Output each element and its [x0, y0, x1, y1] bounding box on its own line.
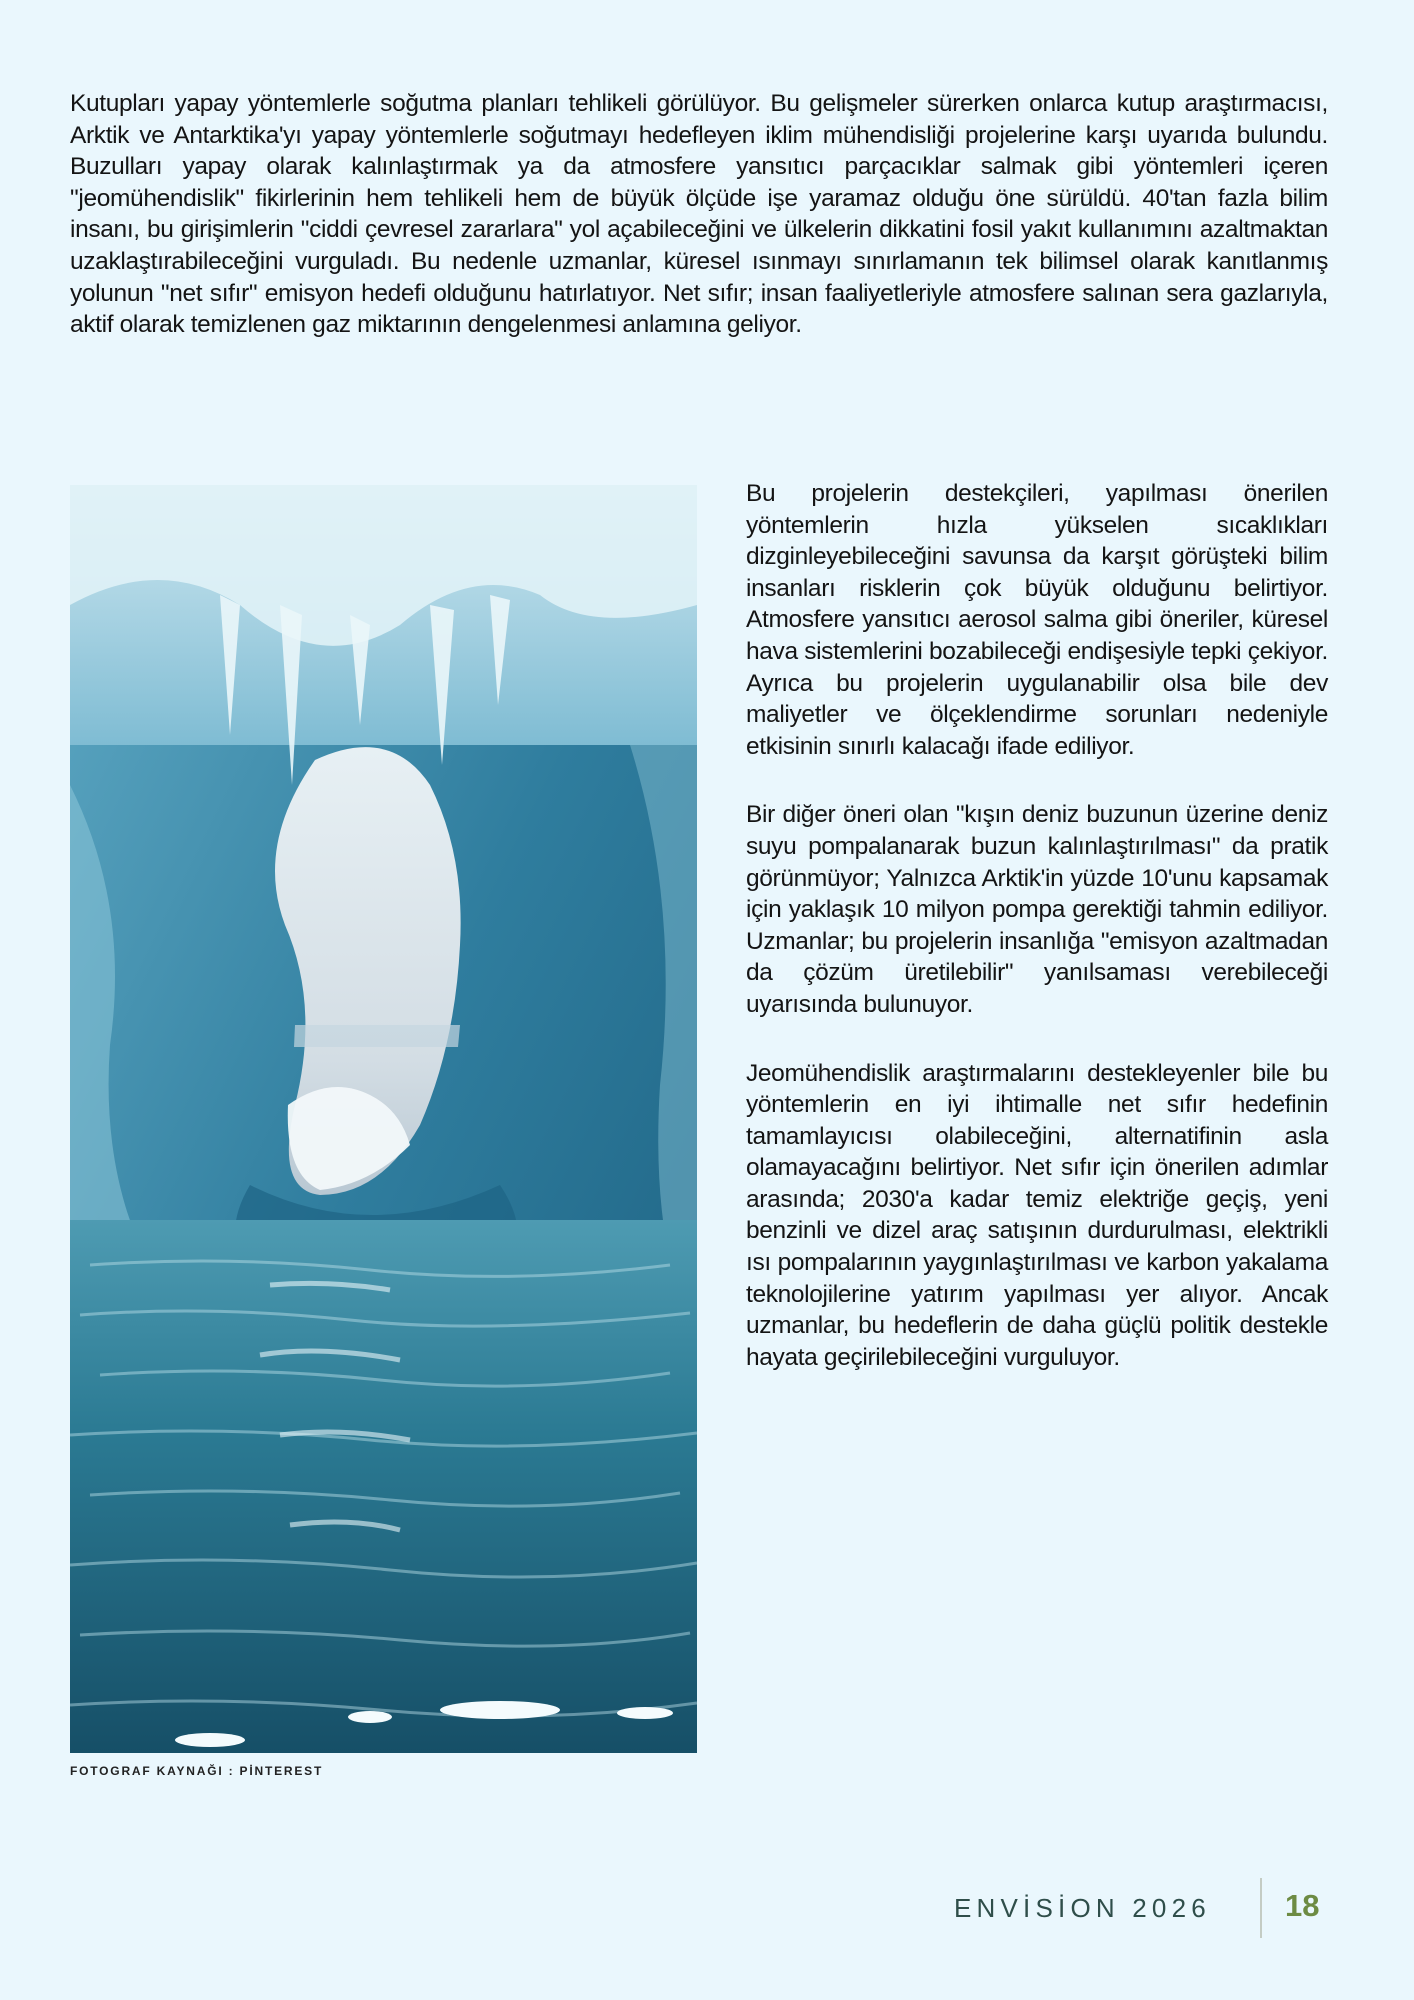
footer-divider: [1260, 1878, 1262, 1938]
intro-paragraph: Kutupları yapay yöntemlerle soğutma planları tehlikeli görülüyor. Bu gelişmeler sürerken onlarca kutup araştırmacısı, Arktik ve Antarktika'yı yapay yöntemlerle soğutmayı hedefleyen iklim mühendisliği projelerine karşı uyarıda bulundu. Buzulları yapay olarak kalınlaştırmak ya da atmosfere yansıtıcı parçacıklar salmak gibi yöntemleri içeren "jeomühendislik" fikirlerinin hem tehlikeli hem de büyük ölçüde işe yaramaz olduğu öne sürüldü. 40'tan fazla bilim insanı, bu girişimlerin "ciddi çevresel zararlara" yol açabileceğini ve ülkelerin dikkatini fosil yakıt kullanımını azaltmaktan uzaklaştırabileceğini vurguladı. Bu nedenle uzmanlar, küresel ısınmayı sınırlamanın tek bilimsel olarak kanıtlanmış yolunun "net sıfır" emisyon hedefi olduğunu hatırlatıyor. Net sıfır; insan faaliyetleriyle atmosfere salınan sera gazlarıyla, aktif olarak temizlenen gaz miktarının dengelenmesi anlamına geliyor.: [70, 90, 1328, 339]
column-paragraph: Bu projelerin destekçileri, yapılması önerilen yöntemlerin hızla yükselen sıcaklıkları dizginleyebileceğini savunsa da karşıt görüşteki bilim insanları risklerin çok büyük olduğunu belirtiyor. Atmosfere yansıtıcı aerosol salma gibi öneriler, küresel hava sistemlerini bozabileceği endişesiyle tepki çekiyor. Ayrıca bu projelerin uygulanabilir olsa bile dev maliyetler ve ölçeklendirme sorunları nedeniyle etkisinin sınırlı kalacağı ifade ediliyor.: [746, 480, 1328, 760]
photo-caption: FOTOGRAF KAYNAĞI : PİNTEREST: [70, 1764, 324, 1778]
column-paragraph: Bir diğer öneri olan "kışın deniz buzunun üzerine deniz suyu pompalanarak buzun kalınlaştırılması" da pratik görünmüyor; Yalnızca Arktik'in yüzde 10'unu kapsamak için yaklaşık 10 milyon pompa gerektiği tahmin ediliyor. Uzmanlar; bu projelerin insanlığa "emisyon azaltmadan da çözüm üretilebilir" yanılsaması verebileceği uyarısında bulunuyor.: [746, 801, 1328, 1018]
magazine-brand: ENVİSİON 2026: [954, 1893, 1211, 1923]
page-number: 18: [1285, 1888, 1320, 1923]
ice-arch-photo: [70, 485, 697, 1753]
column-paragraph: Jeomühendislik araştırmalarını destekleyenler bile bu yöntemlerin en iyi ihtimalle net sıfır hedefinin tamamlayıcısı olabileceğini, alternatifinin asla olamayacağını belirtiyor. Net sıfır için önerilen adımlar arasında; 2030'a kadar temiz elektriğe geçiş, yeni benzinli ve dizel araç satışının durdurulması, elektrikli ısı pompalarının yaygınlaştırılması ve karbon yakalama teknolojilerine yatırım yapılması yer alıyor. Ancak uzmanlar, bu hedeflerin de daha güçlü politik destekle hayata geçirilebileceğini vurguluyor.: [746, 1059, 1328, 1371]
right-column: [746, 478, 1328, 1410]
